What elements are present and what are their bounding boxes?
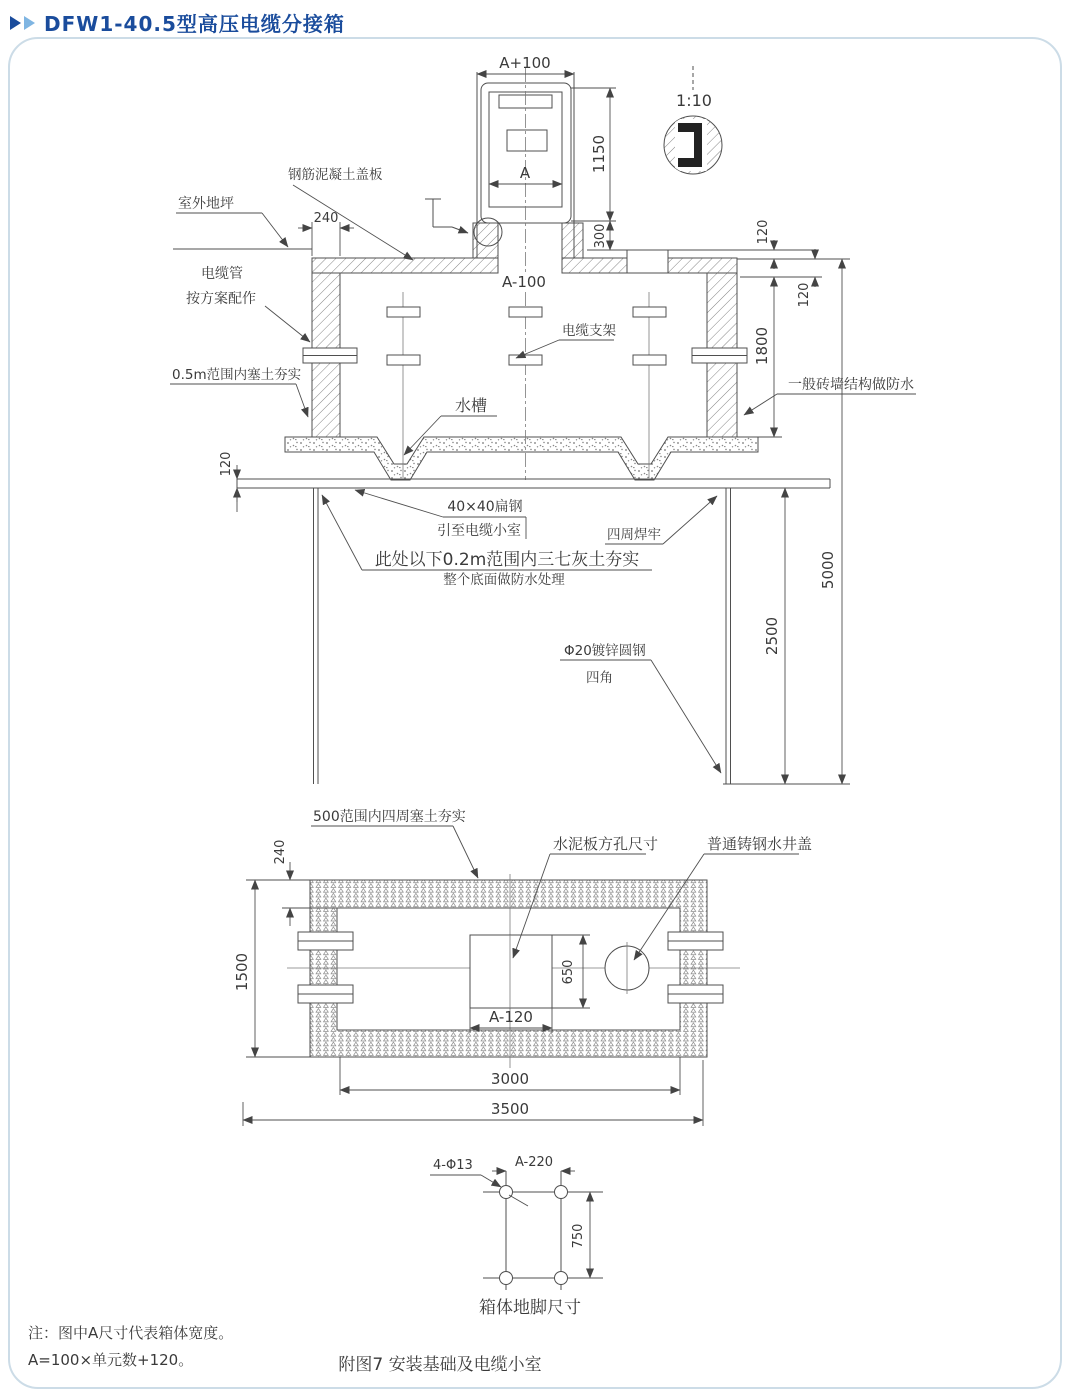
anchor-bolt-holes [500, 1186, 568, 1285]
dim-a-minus-120: A-120 [489, 1008, 533, 1026]
chamber-floor [285, 437, 758, 480]
slab-junction-box [627, 250, 668, 273]
dim-plate-120: 120 [219, 451, 234, 477]
detail-scale-label: 1:10 [676, 91, 712, 110]
dim-a-minus-100: A-100 [502, 273, 546, 291]
plan-view [233, 808, 812, 1126]
note-line-2: A=100×单元数+120。 [28, 1351, 194, 1369]
dim-1800: 1800 [753, 326, 771, 366]
label-outdoor-ground: 室外地坪 [178, 196, 234, 212]
anchor-text [433, 1155, 586, 1318]
page-title-text: DFW1-40.5型高压电缆分接箱 [44, 12, 345, 36]
label-four-corners: 四角 [586, 670, 613, 686]
notes-and-caption [28, 1324, 542, 1375]
section-text [172, 54, 914, 686]
dim-240: 240 [313, 211, 339, 226]
dim-a-plus-100: A+100 [499, 54, 551, 72]
dim-300: 300 [593, 223, 608, 249]
dim-120-right-a: 120 [756, 219, 771, 245]
dim-1150: 1150 [590, 134, 608, 174]
cement-board-hole [470, 935, 552, 1008]
label-weld-around: 四周焊牢 [607, 527, 661, 543]
section-view [170, 54, 916, 784]
label-fill-500: 500范围内四周塞土夯实 [313, 809, 466, 825]
label-cable-pipe-1: 电缆管 [201, 266, 243, 282]
label-flat-steel-2: 引至电缆小室 [437, 523, 521, 539]
dim-3000: 3000 [490, 1070, 530, 1088]
label-bolts: 4-Φ13 [433, 1158, 473, 1173]
label-cable-pipe-2: 按方案配作 [186, 291, 256, 307]
anchor-view-title: 箱体地脚尺寸 [479, 1298, 581, 1318]
label-cement-hole: 水泥板方孔尺寸 [553, 835, 659, 853]
plate-and-rods [237, 479, 850, 784]
label-manhole-cover: 普通铸钢水井盖 [707, 835, 813, 853]
label-flat-steel-1: 40×40扁钢 [447, 499, 523, 515]
label-fill-05m: 0.5m范围内塞土夯实 [172, 367, 302, 383]
note-line-1: 注：图中A尺寸代表箱体宽度。 [28, 1324, 234, 1342]
anchor-bolt-view [430, 1155, 603, 1318]
label-water-trough: 水槽 [455, 396, 488, 415]
dim-plan-240: 240 [273, 839, 288, 865]
figure-caption: 附图7 安装基础及电缆小室 [338, 1355, 542, 1375]
cable-brackets [387, 307, 666, 365]
dim-1500: 1500 [233, 952, 251, 992]
dim-3500: 3500 [490, 1100, 530, 1118]
label-brick-wall: 一般砖墙结构做防水 [788, 377, 914, 393]
cabinet-nameplate [507, 130, 547, 151]
dim-750: 750 [571, 1223, 586, 1249]
label-cable-bracket: 电缆支架 [562, 323, 616, 339]
section-hatched-walls [312, 223, 737, 437]
label-round-steel: Φ20镀锌圆钢 [564, 643, 646, 659]
dim-650: 650 [561, 959, 576, 985]
dim-5000: 5000 [819, 550, 837, 590]
dim-120-right-b: 120 [797, 282, 812, 308]
dim-a: A [519, 164, 531, 182]
label-cover-plate: 钢筋泥凝土盖板 [288, 167, 383, 183]
label-lime-soil: 此处以下0.2m范围内三七灰土夯实 [374, 550, 640, 570]
dim-2500: 2500 [763, 616, 781, 656]
label-waterproof-bottom: 整个底面做防水处理 [443, 572, 565, 588]
dim-a-minus-220: A-220 [514, 1155, 554, 1170]
